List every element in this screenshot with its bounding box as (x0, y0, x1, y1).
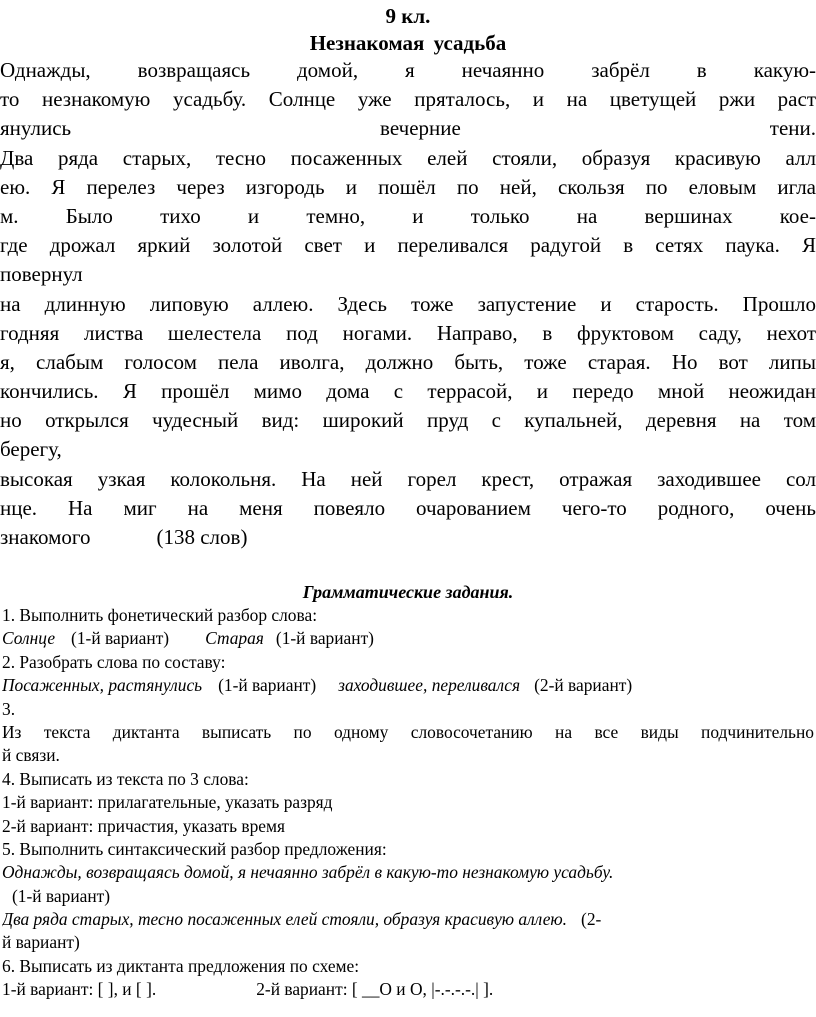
tasks-heading: Грамматические задания. (302, 582, 514, 602)
task-4-variant-2: 2-й вариант: причастия, указать время (2, 815, 285, 836)
task-1-variant-2: (1-й вариант) (275, 628, 374, 649)
task-1-items (2, 627, 814, 650)
task-1-word-2: Старая (205, 628, 264, 649)
task-2-variant-1: (1-й вариант) (218, 675, 317, 696)
task-1-variant-1: (1-й вариант) (71, 628, 170, 649)
task-5-label: 5. Выполнить синтаксический разбор предложения: (2, 838, 387, 859)
grammar-tasks (2, 604, 814, 1002)
task-2-words-1: Посаженных, растянулись (2, 675, 203, 696)
task-3-label: 3. (2, 698, 16, 719)
dictation-line: повернул (0, 262, 83, 287)
task-5-variant-1: (1-й вариант) (12, 885, 111, 906)
dictation-text (0, 56, 816, 552)
task-2-variant-2: (2-й вариант) (534, 675, 633, 696)
task-4-label: 4. Выписать из текста по 3 слова: (2, 768, 249, 789)
dictation-line: высокая узкая колокольня. На ней горел крест, отражая заходившее сол (0, 466, 816, 491)
task-2-words-2: заходившее, переливался (338, 675, 521, 696)
task-5-sentence-1: Однажды, возвращаясь домой, я нечаянно забрёл в какую-то незнакомую усадьбу. (2, 862, 614, 883)
dictation-line: м. Было тихо и темно, и только на вершинах кое- (0, 203, 816, 228)
task-2-items (2, 674, 814, 697)
task-6-schemes (2, 978, 814, 1001)
task-1-word-1: Солнце (2, 628, 56, 649)
dictation-line: Два ряда старых, тесно посаженных елей стояли, образуя красивую алл (0, 145, 816, 170)
task-5-variant-2-start: (2- (581, 909, 602, 930)
dictation-line: я, слабым голосом пела иволга, должно быть, тоже старая. Но вот липы (0, 349, 816, 374)
dictation-title: Незнакомая усадьба (309, 31, 507, 55)
dictation-line: Однажды, возвращаясь домой, я нечаянно забрёл в какую- (0, 58, 816, 82)
task-3-text-end: й связи. (2, 745, 60, 766)
task-1-label: 1. Выполнить фонетический разбор слова: (2, 605, 318, 625)
dictation-last-line (0, 523, 816, 552)
task-6-label: 6. Выписать из диктанта предложения по схеме: (2, 955, 360, 976)
task-6-variant-1: 1-й вариант: [ ], и [ ]. (2, 979, 157, 1000)
dictation-line: кончились. Я прошёл мимо дома с террасой, и передо мной неожидан (0, 379, 816, 404)
dictation-line: янулись вечерние тени. (0, 116, 816, 141)
dictation-line: на длинную липовую аллею. Здесь тоже запустение и старость. Прошло (0, 291, 816, 316)
dictation-line: ею. Я перелез через изгородь и пошёл по ней, скользя по еловым игла (0, 174, 816, 199)
dictation-line: где дрожал яркий золотой свет и переливался радугой в сетях паука. Я (0, 233, 816, 258)
task-6-variant-2: 2-й вариант: [ __О и О, |-.-.-.-.| ]. (256, 979, 494, 1000)
dictation-line: но открылся чудесный вид: широкий пруд с купальней, деревня на том (0, 408, 816, 433)
word-count: (138 слов) (156, 525, 248, 549)
task-5-sentence-2-line (2, 908, 814, 931)
dictation-line: годняя листва шелестела под ногами. Направо, в фруктовом саду, нехот (0, 320, 816, 345)
task-5-variant-2-end: й вариант) (2, 932, 80, 953)
dictation-line: нце. На миг на меня повеяло очарованием чего-то родного, очень (0, 495, 816, 520)
dictation-line: берегу, (0, 437, 62, 462)
task-3-text: Из текста диктанта выписать по одному словосочетанию на все виды подчинительно (2, 721, 814, 742)
task-5-sentence-2: Два ряда старых, тесно посаженных елей стояли, образуя красивую аллею. (2, 909, 568, 930)
grade-label: 9 кл. (385, 4, 431, 28)
task-4-variant-1: 1-й вариант: прилагательные, указать разряд (2, 792, 333, 813)
dictation-line: знакомого (0, 525, 91, 549)
task-2-label: 2. Разобрать слова по составу: (2, 651, 226, 672)
dictation-line: то незнакомую усадьбу. Солнце уже пряталось, и на цветущей ржи раст (0, 87, 816, 112)
